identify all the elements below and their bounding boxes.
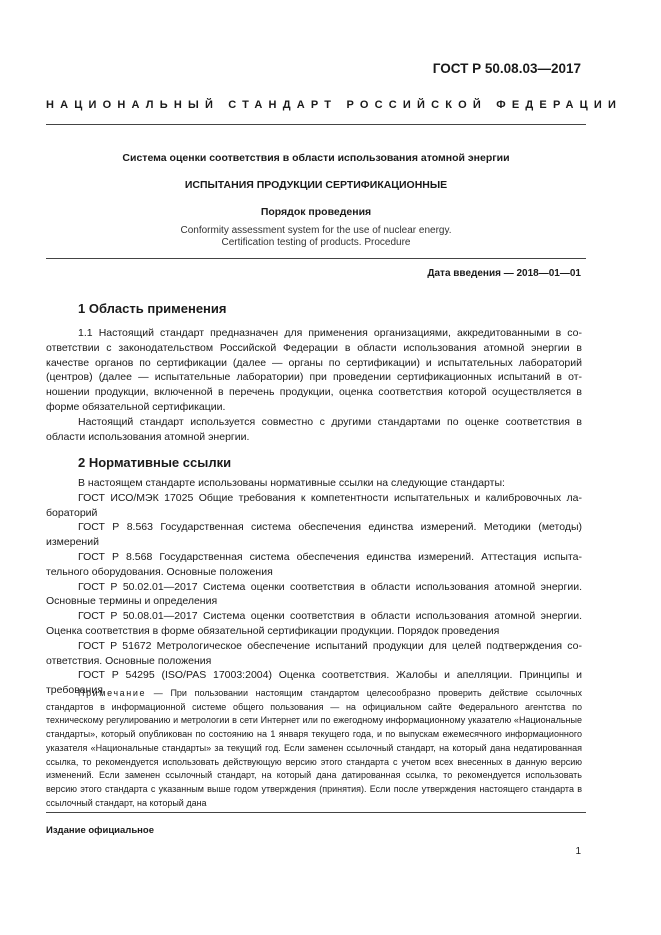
reference-item: ГОСТ Р 8.568 Государственная система обеспечения единства измерений. Аттестация испытательного оборудования. Основные положения [46,550,582,578]
reference-item: ГОСТ Р 50.02.01—2017 Система оценки соответствия в области использования атомной энергии. Основные термины и определения [46,580,582,608]
references-note [46,687,582,810]
reference-item: ГОСТ Р 51672 Метрологическое обеспечение испытаний продукции для целей подтверждения соответствия. Основные положения [46,639,582,667]
english-title-line-1: Conformity assessment system for the use of nuclear energy. [180,225,452,236]
references-intro: В настоящем стандарте использованы нормативные ссылки на следующие стандарты: [78,477,505,489]
reference-item: ГОСТ Р 50.08.01—2017 Система оценки соответствия в области использования атомной энергии. Оценка соответствия в форме обязательной сертификации продукции. Порядок проведения [46,610,582,637]
edition-label: Издание официальное [46,825,154,836]
national-standard-title: НАЦИОНАЛЬНЫЙ СТАНДАРТ РОССИЙСКОЙ ФЕДЕРАЦИИ [46,99,623,111]
section-2-heading: 2 Нормативные ссылки [78,455,232,470]
header-rule [46,124,586,125]
reference-item: ГОСТ Р 8.563 Государственная система обеспечения единства измерений. Методики (методы) измерений [46,521,582,549]
section-1-body [46,326,582,444]
english-title-line-2: Certification testing of products. Procedure [221,237,411,248]
paragraph: 1.1 Настоящий стандарт предназначен для применения организациями, аккредитованными в соответствии с законодательством Российской Федерации в области использования атомной энергии в качестве органов по сертификации (далее — органы по сертификации) и испытательных лабораторий (центров) (далее — испытательные лаборатории) при проведении сертификационных испытаний в отношении продукции, включенной в перечень продукции, оценка соответствия которой осуществляется в форме обязательной сертификации. [46,327,582,413]
standard-title: ИСПЫТАНИЯ ПРОДУКЦИИ СЕРТИФИКАЦИОННЫЕ [184,179,448,191]
standard-subtitle: Порядок проведения [260,206,372,218]
normative-references [46,476,582,698]
note-label: Примечание [78,688,147,698]
system-title: Система оценки соответствия в области использования атомной энергии [122,152,510,164]
reference-item: ГОСТ ИСО/МЭК 17025 Общие требования к компетентности испытательных и калибровочных лабораторий [46,491,582,519]
footer-rule [46,812,586,813]
english-title [46,225,586,249]
page-number: 1 [575,846,581,857]
section-1-heading: 1 Область применения [78,301,227,316]
note-text: — При пользовании настоящим стандартом целесообразно проверить действие ссылочных стандартов в информационной системе общего пользования — на официальном сайте Федерального агентства по техническому регулированию и метрологии в сети Интернет или по ежегодному информационному указателю «Национальные стандарты», который опубликован по состоянию на 1 января текущего года, и по выпускам ежемесячного информационного указателя «Национальные стандарты» за текущий год. Если заменен ссылочный стандарт, на который дана недатированная ссылка, то рекомендуется использовать действующую версию этого стандарта с учетом всех внесенных в данную версию изменений. Если заменен ссылочный стандарт, на который дана датированная ссылка, то рекомендуется использовать версию этого стандарта с указанным выше годом утверждения (принятия). Если после утверждения настоящего стандарта в ссылочный стандарт, на который дана [46,688,582,808]
reference-item: ГОСТ Р 54295 (ISO/PAS 17003:2004) Оценка соответствия. Жалобы и апелляции. Принципы и требования [46,669,582,697]
paragraph: Настоящий стандарт используется совместно с другими стандартами по оценке соответствия в области использования атомной энергии. [46,415,582,443]
document-code: ГОСТ Р 50.08.03—2017 [432,61,581,76]
introduction-date: Дата введения — 2018—01—01 [427,268,581,279]
title-block-rule [46,258,586,259]
